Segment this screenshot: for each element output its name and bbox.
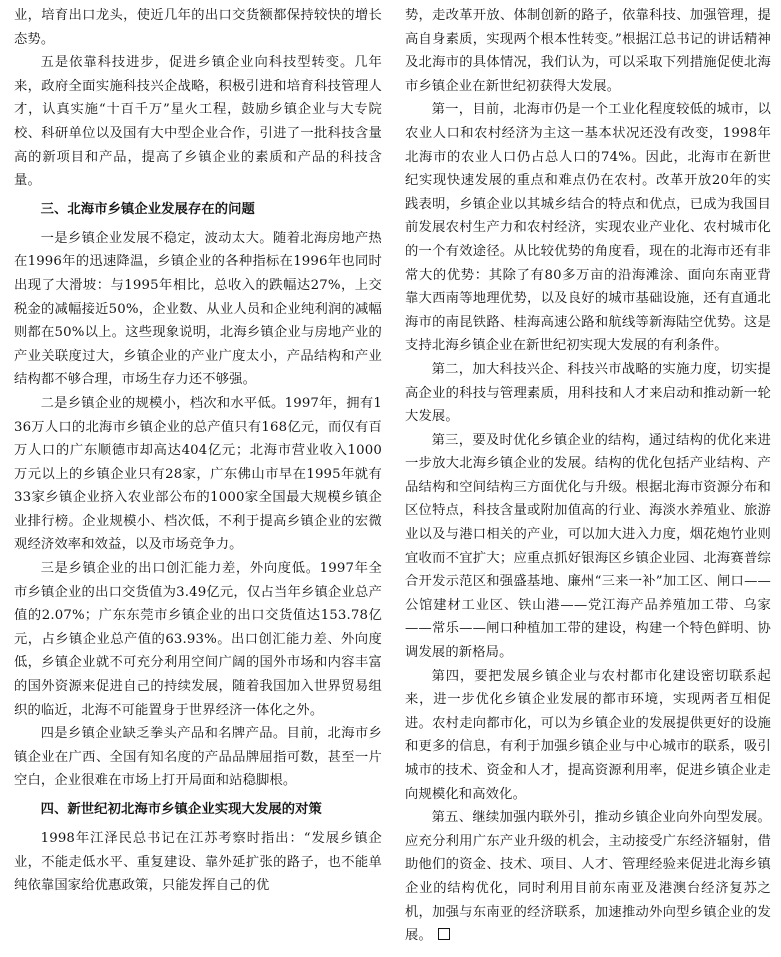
paragraph-problem-instability: 一是乡镇企业发展不稳定，波动太大。随着北海房地产热在1996年的迅速降温，乡镇企业的各种指标在1996年也同时出现了大滑坡：与1995年相比，总收入的跌幅达27%，上交税金的减幅接近50%，企业数、从业人员和企业纯利润的减幅则都在50%以上。这些现象说明，北海乡镇企业与房地产业的产业关联度过大，乡镇企业的产业广度太小，产品结构和产业结构都不够合理，市场生存力还不够强。	[14, 230, 382, 388]
section-heading-countermeasures: 四、新世纪初北海市乡镇企业实现大发展的对策	[40, 802, 322, 817]
paragraph-quote-start: 1998年江泽民总书记在江苏考察时指出：“发展乡镇企业，不能走低水平、重复建设、靠外延扩张的路子，也不能单纯依靠国家给优惠政策，只能发挥自己的优	[14, 831, 382, 894]
paragraph-measure-3: 第三，要及时优化乡镇企业的结构，通过结构的优化来进一步放大北海乡镇企业的发展。结构的优化包括产业结构、产品结构和空间结构三方面优化与升级。根据北海市资源分布和区位特点，科技含量或附加值高的行业、海淡水养殖业、旅游业以及与港口相关的产业，可以加大进入力度，烟花炮竹业则宜收而不宜扩大；应重点抓好银海区乡镇企业园、北海赛普综合开发示范区和强盛基地、廉州“三来一补”加工区、闸口——公馆建材工业区、铁山港——党江海产品养殖加工带、乌家——常乐——闸口种植加工带的建设，构建一个特色鲜明、协调发展的新格局。	[405, 432, 771, 661]
paragraph-continued: 业，培育出口龙头，使近几年的出口交货额都保持较快的增长态势。	[14, 8, 382, 47]
paragraph-problem-export: 三是乡镇企业的出口创汇能力差，外向度低。1997年全市乡镇企业的出口交货值为3.49亿元，仅占当年乡镇企业总产值的2.07%；广东东莞市乡镇企业的出口交货值达153.78亿元，占乡镇企业总产值的63.93%。出口创汇能力差、外向度低，乡镇企业就不可充分利用空间广阔的国外市场和内容丰富的国外资源来促进自己的持续发展，随着我国加入世界贸易组织的临近，北海不可能置身于世界经济一体化之外。	[14, 561, 382, 718]
paragraph-quote-end: 势，走改革开放、体制创新的路子，依靠科技、加强管理，提高自身素质，实现两个根本性转变。”根据江总书记的讲话精神及北海市的具体情况，我们认为，可以采取下列措施促使北海市乡镇企业在新世纪初获得大发展。	[405, 8, 771, 94]
paragraph-measure-5	[405, 806, 771, 948]
right-column	[405, 4, 771, 948]
left-column	[14, 4, 382, 898]
paragraph-measure-1: 第一，目前，北海市仍是一个工业化程度较低的城市，以农业人口和农村经济为主这一基本状况还没有改变，1998年北海市的农业人口仍占总人口的74%。因此，北海市在新世纪实现快速发展的重点和难点仍在农村。改革开放20年的实践表明，乡镇企业以其城乡结合的特点和优点，已成为我国目前发展农村生产力和农村经济，实现农业产业化、农村城市化的一个有效途径。从比较优势的角度看，现在的北海市还有非常大的优势：其除了有80多万亩的沿海滩涂、面向东南亚背靠大西南等地理优势，以及良好的城市基础设施，还有直通北海市的南昆铁路、桂海高速公路和航线等新海陆空优势。这是支持北海乡镇企业在新世纪初实现大发展的有利条件。	[405, 102, 771, 354]
paragraph-measure-5-text: 第五、继续加强内联外引，推动乡镇企业向外向型发展。应充分利用广东产业升级的机会，主动接受广东经济辐射，借助他们的资金、技术、项目、人才、管理经验来促进北海乡镇企业的结构优化，同时利用目前东南亚及港澳台经济复苏之机，加强与东南亚的经济联系，加速推动外向型乡镇企业的发展。	[405, 810, 771, 944]
paragraph-problem-brands: 四是乡镇企业缺乏拳头产品和名牌产品。目前，北海市乡镇企业在广西、全国有知名度的产品品牌屈指可数，甚至一片空白，企业很难在市场上打开局面和站稳脚根。	[14, 726, 382, 789]
section-heading-problems: 三、北海市乡镇企业发展存在的问题	[40, 201, 255, 217]
paragraph-measure-4: 第四，要把发展乡镇企业与农村都市化建设密切联系起来，进一步优化乡镇企业发展的都市环境，实现两者互相促进。农村走向都市化，可以为乡镇企业的发展提供更好的设施和更多的信息，有利于加强乡镇企业与中心城市的联系，吸引城市的技术、资金和人才，提高资源利用率，促进乡镇企业走向规模化和高效化。	[405, 668, 771, 802]
paragraph-problem-scale: 二是乡镇企业的规模小，档次和水平低。1997年，拥有136万人口的北海市乡镇企业的总产值只有168亿元，而仅有百万人口的广东顺德市却高达404亿元；北海市营业收入1000万元以上的乡镇企业只有28家，广东佛山市早在1995年就有33家乡镇企业挤入农业部公布的1000家全国最大规模乡镇企业排行榜。企业规模小、档次低，不利于提高乡镇企业的宏微观经济效率和效益，以及市场竞争力。	[14, 395, 382, 553]
paragraph-measure-2: 第二，加大科技兴企、科技兴市战略的实施力度，切实提高企业的科技与管理素质，用科技和人才来启动和推动新一轮大发展。	[405, 361, 771, 425]
paragraph-tech-progress: 五是依靠科技进步，促进乡镇企业向科技型转变。几年来，政府全面实施科技兴企战略，积极引进和培育科技管理人才，认真实施“十百千万”星火工程，鼓励乡镇企业与大专院校、科研单位以及国有大中型企业合作，引进了一批科技含量高的新项目和产品，提高了乡镇企业的素质和产品的科技含量。	[14, 55, 382, 189]
end-of-article-mark	[438, 928, 450, 940]
